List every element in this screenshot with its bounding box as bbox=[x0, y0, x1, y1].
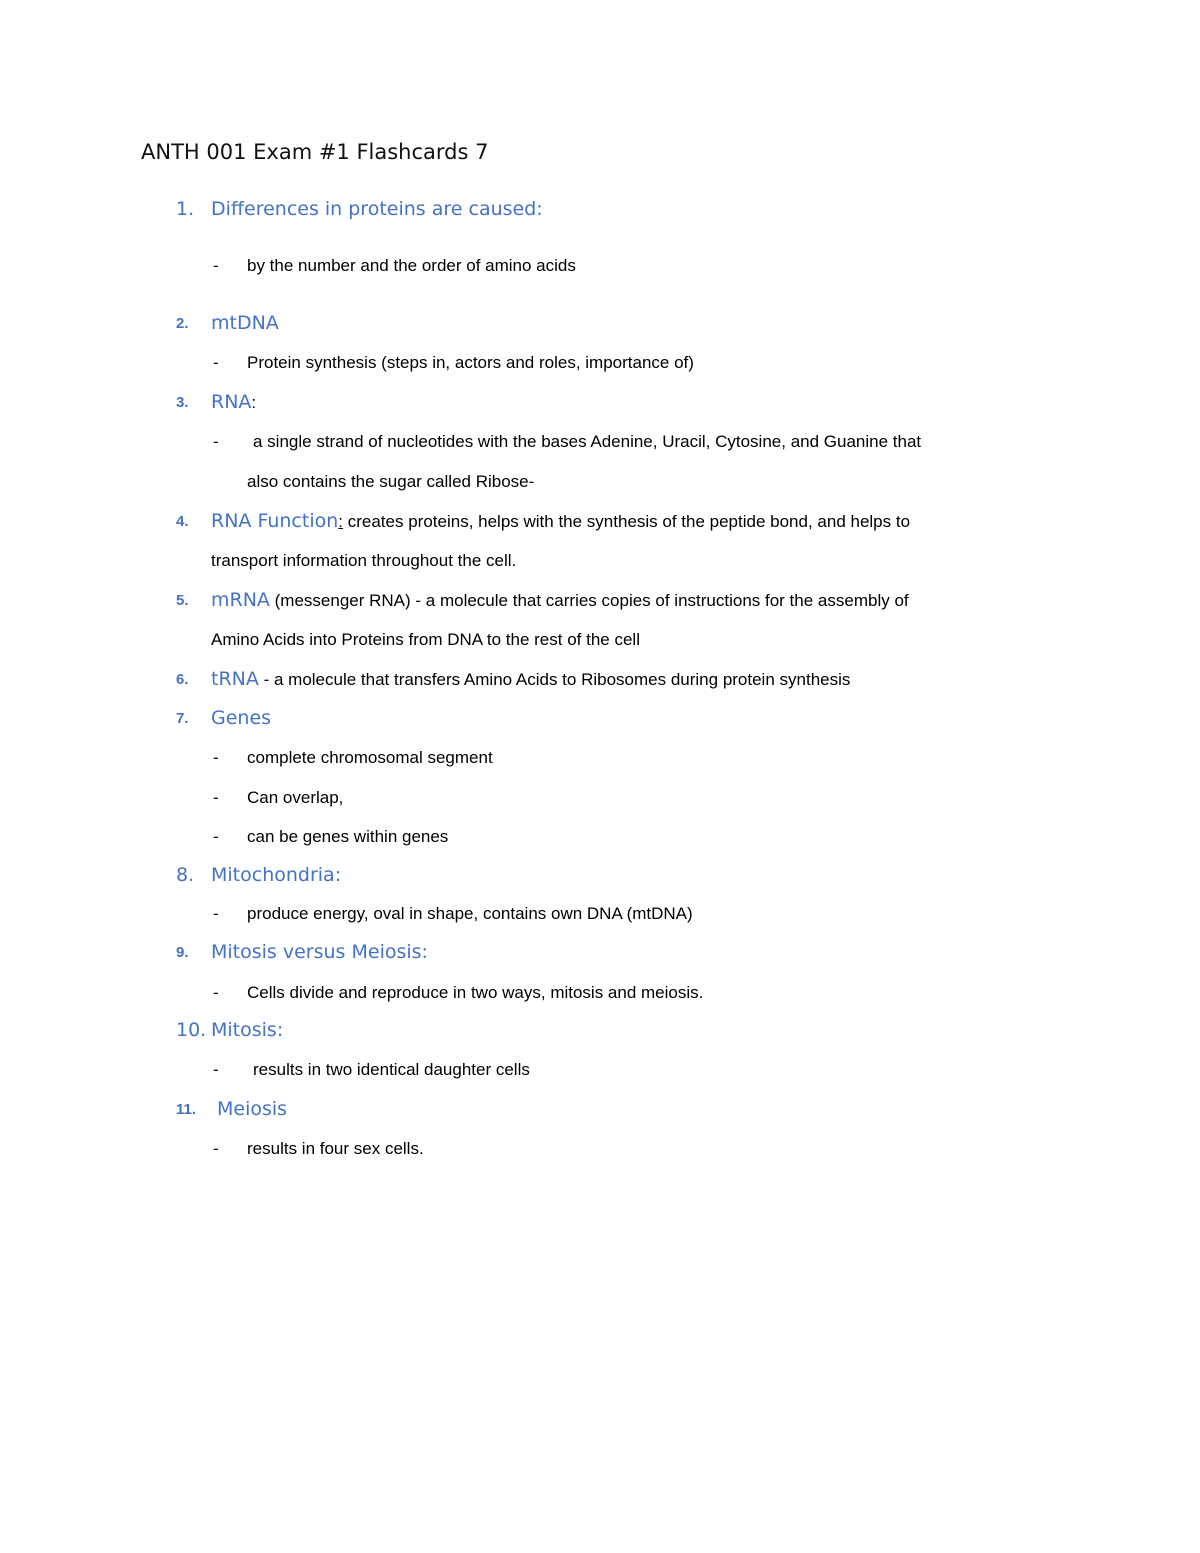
item-8-number: 8. bbox=[176, 864, 195, 886]
bullet-dash: - bbox=[213, 827, 219, 846]
bullet-dash: - bbox=[213, 432, 219, 451]
item-1-heading: Differences in proteins are caused: bbox=[211, 198, 543, 220]
item-2-number: 2. bbox=[176, 315, 189, 332]
item-7-bullet-2: Can overlap, bbox=[247, 788, 344, 807]
item-7-number: 7. bbox=[176, 710, 189, 727]
item-6-line bbox=[211, 668, 850, 690]
item-7-bullet-1: complete chromosomal segment bbox=[247, 748, 493, 767]
item-9-heading: Mitosis versus Meiosis: bbox=[211, 941, 428, 963]
item-2-heading: mtDNA bbox=[211, 312, 279, 334]
bullet-dash: - bbox=[213, 1060, 219, 1079]
item-4-number: 4. bbox=[176, 513, 189, 530]
bullet-dash: - bbox=[213, 983, 219, 1002]
item-1-number: 1. bbox=[176, 198, 195, 220]
document-title: ANTH 001 Exam #1 Flashcards 7 bbox=[141, 140, 489, 164]
bullet-dash: - bbox=[213, 904, 219, 923]
item-3-heading: RNA bbox=[211, 391, 252, 413]
item-5-continuation: Amino Acids into Proteins from DNA to the rest of the cell bbox=[211, 630, 640, 649]
bullet-dash: - bbox=[213, 748, 219, 767]
item-5-number: 5. bbox=[176, 592, 189, 609]
item-10-number: 10. bbox=[176, 1019, 207, 1041]
item-4-colon: : bbox=[338, 512, 344, 531]
item-7-bullet-3: can be genes within genes bbox=[247, 827, 449, 846]
item-7-heading: Genes bbox=[211, 707, 272, 729]
item-3-heading-line bbox=[211, 391, 256, 413]
item-6-text: - a molecule that transfers Amino Acids to Ribosomes during protein synthesis bbox=[258, 670, 851, 689]
bullet-dash: - bbox=[213, 256, 219, 275]
bullet-dash: - bbox=[213, 1139, 219, 1158]
item-9-bullet-1: Cells divide and reproduce in two ways, mitosis and meiosis. bbox=[247, 983, 704, 1002]
item-3-heading-suffix: : bbox=[251, 393, 257, 412]
item-2-bullet-1: Protein synthesis (steps in, actors and roles, importance of) bbox=[247, 353, 694, 372]
item-6-heading: tRNA bbox=[211, 668, 259, 690]
item-8-bullet-1: produce energy, oval in shape, contains own DNA (mtDNA) bbox=[247, 904, 693, 923]
item-5-heading: mRNA bbox=[211, 589, 270, 611]
item-1-bullet-1: by the number and the order of amino acids bbox=[247, 256, 576, 275]
item-4-heading: RNA Function bbox=[211, 510, 339, 532]
bullet-dash: - bbox=[213, 353, 219, 372]
item-4-line bbox=[211, 510, 910, 532]
item-4-text: creates proteins, helps with the synthesis of the peptide bond, and helps to bbox=[343, 512, 911, 531]
item-6-number: 6. bbox=[176, 671, 189, 688]
item-3-bullet-1: a single strand of nucleotides with the bases Adenine, Uracil, Cytosine, and Guanine that bbox=[253, 432, 922, 451]
item-3-number: 3. bbox=[176, 394, 189, 411]
item-11-number: 11. bbox=[176, 1101, 197, 1118]
item-5-text: (messenger RNA) - a molecule that carries copies of instructions for the assembly of bbox=[269, 591, 909, 610]
item-5-line bbox=[211, 589, 909, 611]
bullet-dash: - bbox=[213, 788, 219, 807]
item-8-heading: Mitochondria: bbox=[211, 864, 342, 886]
item-4-continuation: transport information throughout the cell. bbox=[211, 551, 517, 570]
item-11-bullet-1: results in four sex cells. bbox=[247, 1139, 424, 1158]
item-10-bullet-1: results in two identical daughter cells bbox=[253, 1060, 530, 1079]
item-3-bullet-1-continuation: also contains the sugar called Ribose- bbox=[247, 472, 535, 491]
item-11-heading: Meiosis bbox=[217, 1098, 288, 1120]
item-10-heading: Mitosis: bbox=[211, 1019, 284, 1041]
item-9-number: 9. bbox=[176, 944, 189, 961]
